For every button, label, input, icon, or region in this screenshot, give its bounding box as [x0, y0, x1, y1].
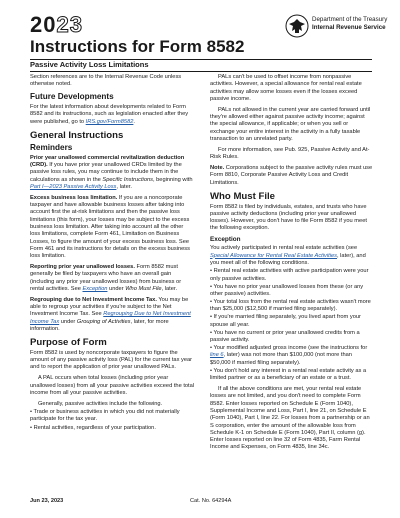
reminder-regroup-italic: Grouping of Activities: [76, 318, 131, 325]
right-column: [210, 74, 374, 455]
purpose-text: Form 8582 is used by noncorporate taxpayers to figure the amount of any passive activity loss (PAL) for the current tax year and to report the application of prior year unallowed PALs.: [30, 349, 193, 371]
reminder-crd: [30, 155, 195, 191]
reminder-regroup-text2: under: [59, 318, 77, 325]
department-name: Department of the Treasury: [312, 16, 388, 23]
pal-paragraph-3: For more information, see Pub. 925, Passive Activity and At-Risk Rules.: [210, 146, 370, 161]
future-text: For the latest information about developments related to Form 8582 and its instructions, such as legislation enacted after they were published, go to: [30, 104, 189, 125]
list-item: • If you're married filing separately, you lived apart from your spouse all year.: [210, 314, 361, 328]
reminder-regroup-text: You may be able to regroup your activities if you're subject to the Net Investment Income Tax. See: [30, 296, 189, 318]
note-lead: Note.: [210, 165, 225, 172]
reminder-crd-end: , later.: [116, 183, 132, 190]
exception-text: [210, 245, 374, 267]
generally-text: Generally, passive activities include the following.: [38, 400, 163, 407]
tax-year-outline: 23: [56, 12, 83, 37]
line6-link[interactable]: line 6: [210, 352, 224, 359]
reminder-crd-italic: Specific Instructions: [102, 176, 153, 183]
subtitle-rule: [30, 71, 372, 72]
reminder-prior-italic: Who Must File: [125, 285, 162, 292]
page-title: Instructions for Form 8582: [30, 37, 245, 56]
list-item: • Trade or business activities in which you did not materially participate for the tax year.: [30, 409, 180, 423]
agency-name: Internal Revenue Service: [312, 24, 386, 31]
reminder-prior-text: Form 8582 must generally be filed by taxpayers who have an overall gain (including any prior year unallowed losses) from business or rental activities. See: [30, 264, 182, 292]
general-instructions-heading: General Instructions: [30, 129, 124, 141]
who-must-file-text: Form 8582 is filed by individuals, estates, and trusts who have passive activity deductions (including prior year unallowed losses). However, you don't have to file Form 8582 if you meet the following exception.: [210, 203, 367, 232]
magi-end: , later) was not more than $100,000 (not more than $50,000 if married filing separately).: [210, 352, 352, 366]
reminder-excess-text: If you are a noncorporate taxpayer and have allowable business losses after taking into account first the at-risk limitations and then the passive loss limitations (this form), your losses may be subject to the excess business loss limitation. After taking into account all the other loss limitations, complete Form 461, Limitation on Business Losses, to figure the amount of your excess business loss. See Form 461 and its instructions for details on the excess business loss limitation.: [30, 194, 190, 260]
tax-year-solid: 20: [30, 12, 57, 37]
future-developments-text: [30, 104, 195, 126]
pal-paragraph-1: PALs can't be used to offset income from nonpassive activities. However, a special allowance for rental real estate activities may allow some losses even if the losses exceed passive income.: [210, 74, 362, 102]
future-end: .: [133, 118, 135, 125]
reminder-prior-lead: Reporting prior year unallowed losses.: [30, 264, 135, 271]
reminder-crd-text: If you have prior year unallowed CRDs limited by the passive loss rules, you may continue to include them in the calculations as shown in the: [30, 161, 182, 183]
tax-year: [30, 14, 83, 36]
list-item: • Rental activities, regardless of your participation.: [30, 424, 156, 431]
reminder-prior-end: , later.: [161, 285, 178, 292]
reminder-regroup-end: , later, for more information.: [30, 318, 169, 332]
reminder-regrouping: [30, 297, 195, 333]
list-item: • Your total loss from the rental real estate activities wasn't more than $25,000 ($12,500 if married filing separately).: [210, 298, 371, 313]
form-link[interactable]: IRS.gov/Form8582: [85, 118, 134, 125]
exception-link[interactable]: Exception: [82, 285, 108, 292]
reminder-crd-text2: , beginning with: [152, 176, 193, 183]
reminders-heading: Reminders: [30, 142, 73, 152]
intro-text: Section references are to the Internal Revenue Code unless otherwise noted.: [30, 74, 182, 88]
irs-eagle-icon: [285, 14, 309, 38]
purpose-heading: Purpose of Form: [30, 336, 107, 348]
list-item: • Rental real estate activities with active participation were your only passive activities.: [210, 268, 369, 282]
reminder-regroup-lead: Regrouping due to Net Investment Income Tax.: [30, 296, 157, 303]
pal-paragraph-2: PALs not allowed in the current year are carried forward until they're allowed either against passive activity income; against the special allowance, if applicable; or when you sell or exchange your entire interest in the activity in a fully taxable transaction to an unrelated party.: [210, 106, 371, 142]
list-item: [210, 345, 374, 367]
final-paragraph: If all the above conditions are met, your rental real estate losses are not limited, and you don't need to complete Form 8582. Enter losses reported on Schedule E (Form 1040), Supplemental Income and Loss, Part I, line 21, on Schedule E (Form 1040), Part I, line 22. For losses from a partnership or an S corporation, enter the amount of the allowable loss from Schedule K-1 on Schedule E (Form 1040), Part II, column (g). Enter losses reported on line 32 of Form 4835, Farm Rental Income and Expenses, on Form 4835, line 34c.: [210, 386, 370, 451]
reminder-prior-year: [30, 264, 195, 293]
list-item: • You don't hold any interest in a rental real estate activity as a limited partner or as a beneficiary of an estate or a trust.: [210, 367, 367, 382]
list-item: • You have no current or prior year unallowed credits from a passive activity.: [210, 329, 360, 344]
pal-text: A PAL occurs when total losses (including prior year unallowed losses) from all your passive activities exceed the total income from all your passive activities.: [30, 375, 195, 396]
reminder-excess-lead: Excess business loss limitation.: [30, 194, 118, 201]
page-subtitle: Passive Activity Loss Limitations: [30, 60, 149, 69]
reminder-excess-loss: [30, 195, 195, 261]
list-item: • You have no prior year unallowed losses from these (or any other passive) activities.: [210, 283, 364, 297]
note-paragraph: [210, 165, 374, 187]
part1-link[interactable]: Part I—2023 Passive Activity Loss: [30, 183, 117, 190]
future-developments-heading: Future Developments: [30, 92, 114, 102]
magi-text: • Your modified adjusted gross income (see the instructions for: [210, 345, 368, 352]
regrouping-link[interactable]: Regrouping Due to Net Investment Income Tax: [30, 311, 191, 325]
exception-heading: Exception: [210, 236, 241, 244]
catalog-number: Cat. No. 64294A: [190, 498, 232, 504]
exception-text-end: , later), and you meet all of the following conditions.: [210, 252, 366, 266]
note-text: Corporations subject to the passive activity rules must use Form 8810, Corporate Passive Activity Loss and Credit Limitations.: [210, 165, 373, 186]
reminder-prior-text2: under: [107, 285, 126, 292]
special-allowance-link[interactable]: Special Allowance for Rental Real Estate Activities: [210, 252, 337, 259]
footer-date: Jun 23, 2023: [30, 498, 64, 504]
exception-text-start: You actively participated in rental real estate activities (see: [210, 245, 358, 252]
reminder-crd-lead: Prior year unallowed commercial revitalization deduction (CRD).: [30, 154, 185, 168]
who-must-file-heading: Who Must File: [210, 190, 276, 202]
left-column: [30, 74, 195, 433]
